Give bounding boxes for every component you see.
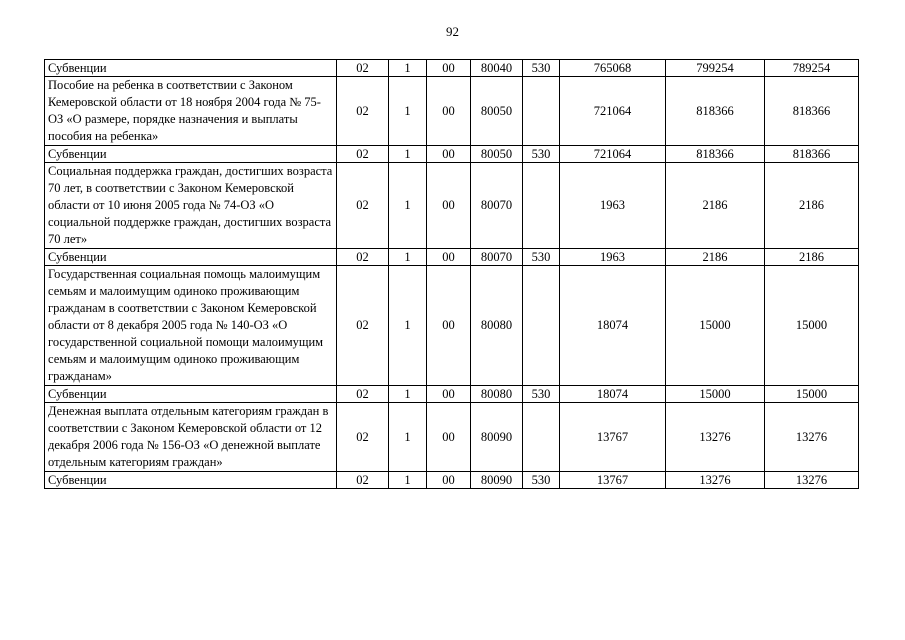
- table-row: [45, 77, 859, 146]
- row-expense-type-cell: 530: [523, 249, 560, 266]
- row-amount-year3-cell: 789254: [765, 60, 859, 77]
- row-name-cell: Субвенции: [45, 386, 337, 403]
- row-program-cell: 00: [427, 266, 471, 386]
- table-row: [45, 472, 859, 489]
- row-amount-year2-cell: 2186: [666, 163, 765, 249]
- table-row: [45, 146, 859, 163]
- row-target-code-cell: 80050: [471, 146, 523, 163]
- row-subsection-cell: 1: [389, 249, 427, 266]
- row-section-cell: 02: [337, 386, 389, 403]
- row-amount-year3-cell: 2186: [765, 163, 859, 249]
- row-subsection-cell: 1: [389, 472, 427, 489]
- table-row: [45, 386, 859, 403]
- row-amount-year1-cell: 13767: [560, 472, 666, 489]
- row-amount-year1-cell: 721064: [560, 77, 666, 146]
- row-section-cell: 02: [337, 403, 389, 472]
- row-amount-year1-cell: 765068: [560, 60, 666, 77]
- row-amount-year2-cell: 13276: [666, 403, 765, 472]
- row-name-cell: Субвенции: [45, 146, 337, 163]
- row-expense-type-cell: 530: [523, 146, 560, 163]
- row-expense-type-cell: [523, 77, 560, 146]
- row-program-cell: 00: [427, 163, 471, 249]
- row-expense-type-cell: 530: [523, 386, 560, 403]
- row-expense-type-cell: [523, 403, 560, 472]
- row-program-cell: 00: [427, 146, 471, 163]
- row-amount-year3-cell: 2186: [765, 249, 859, 266]
- row-program-cell: 00: [427, 77, 471, 146]
- row-amount-year3-cell: 13276: [765, 472, 859, 489]
- row-subsection-cell: 1: [389, 163, 427, 249]
- row-section-cell: 02: [337, 163, 389, 249]
- row-name-cell: Социальная поддержка граждан, достигших возраста 70 лет, в соответствии с Законом Кемеровской области от 10 июня 2005 года № 74-ОЗ «О социальной поддержке граждан, достигших возраста 70 лет»: [45, 163, 337, 249]
- row-name-cell: Субвенции: [45, 60, 337, 77]
- table-row: [45, 60, 859, 77]
- row-section-cell: 02: [337, 249, 389, 266]
- row-target-code-cell: 80080: [471, 266, 523, 386]
- row-program-cell: 00: [427, 386, 471, 403]
- row-target-code-cell: 80090: [471, 403, 523, 472]
- row-amount-year2-cell: 15000: [666, 266, 765, 386]
- row-name-cell: Государственная социальная помощь малоимущим семьям и малоимущим одиноко проживающим гражданам в соответствии с Законом Кемеровской области от 8 декабря 2005 года № 140-ОЗ «О государственной социальной помощи малоимущим семьям и малоимущим одиноко проживающим гражданам»: [45, 266, 337, 386]
- row-amount-year1-cell: 1963: [560, 249, 666, 266]
- budget-table: [44, 59, 859, 489]
- row-subsection-cell: 1: [389, 403, 427, 472]
- row-section-cell: 02: [337, 472, 389, 489]
- row-amount-year2-cell: 799254: [666, 60, 765, 77]
- row-section-cell: 02: [337, 266, 389, 386]
- row-amount-year2-cell: 2186: [666, 249, 765, 266]
- row-target-code-cell: 80090: [471, 472, 523, 489]
- row-program-cell: 00: [427, 403, 471, 472]
- row-program-cell: 00: [427, 249, 471, 266]
- row-amount-year1-cell: 13767: [560, 403, 666, 472]
- budget-table-body: [45, 60, 859, 489]
- row-target-code-cell: 80040: [471, 60, 523, 77]
- row-name-cell: Пособие на ребенка в соответствии с Законом Кемеровской области от 18 ноября 2004 года № 75-ОЗ «О размере, порядке назначения и выплаты пособия на ребенка»: [45, 77, 337, 146]
- table-row: [45, 163, 859, 249]
- row-amount-year3-cell: 818366: [765, 146, 859, 163]
- row-program-cell: 00: [427, 472, 471, 489]
- row-subsection-cell: 1: [389, 77, 427, 146]
- table-row: [45, 403, 859, 472]
- row-amount-year2-cell: 13276: [666, 472, 765, 489]
- row-amount-year2-cell: 818366: [666, 146, 765, 163]
- row-amount-year3-cell: 15000: [765, 386, 859, 403]
- row-expense-type-cell: 530: [523, 60, 560, 77]
- row-amount-year2-cell: 15000: [666, 386, 765, 403]
- page-number: 92: [446, 24, 459, 39]
- row-section-cell: 02: [337, 146, 389, 163]
- row-amount-year3-cell: 818366: [765, 77, 859, 146]
- row-name-cell: Субвенции: [45, 249, 337, 266]
- row-target-code-cell: 80070: [471, 249, 523, 266]
- row-amount-year1-cell: 1963: [560, 163, 666, 249]
- row-section-cell: 02: [337, 60, 389, 77]
- row-subsection-cell: 1: [389, 386, 427, 403]
- row-subsection-cell: 1: [389, 266, 427, 386]
- table-row: [45, 249, 859, 266]
- row-target-code-cell: 80050: [471, 77, 523, 146]
- row-program-cell: 00: [427, 60, 471, 77]
- table-row: [45, 266, 859, 386]
- row-amount-year3-cell: 15000: [765, 266, 859, 386]
- row-name-cell: Субвенции: [45, 472, 337, 489]
- row-section-cell: 02: [337, 77, 389, 146]
- row-expense-type-cell: 530: [523, 472, 560, 489]
- row-amount-year3-cell: 13276: [765, 403, 859, 472]
- row-target-code-cell: 80080: [471, 386, 523, 403]
- row-amount-year2-cell: 818366: [666, 77, 765, 146]
- row-name-cell: Денежная выплата отдельным категориям граждан в соответствии с Законом Кемеровской области от 12 декабря 2006 года № 156-ОЗ «О денежной выплате отдельным категориям граждан»: [45, 403, 337, 472]
- row-expense-type-cell: [523, 266, 560, 386]
- row-target-code-cell: 80070: [471, 163, 523, 249]
- row-amount-year1-cell: 18074: [560, 386, 666, 403]
- row-amount-year1-cell: 721064: [560, 146, 666, 163]
- row-amount-year1-cell: 18074: [560, 266, 666, 386]
- row-subsection-cell: 1: [389, 60, 427, 77]
- row-subsection-cell: 1: [389, 146, 427, 163]
- row-expense-type-cell: [523, 163, 560, 249]
